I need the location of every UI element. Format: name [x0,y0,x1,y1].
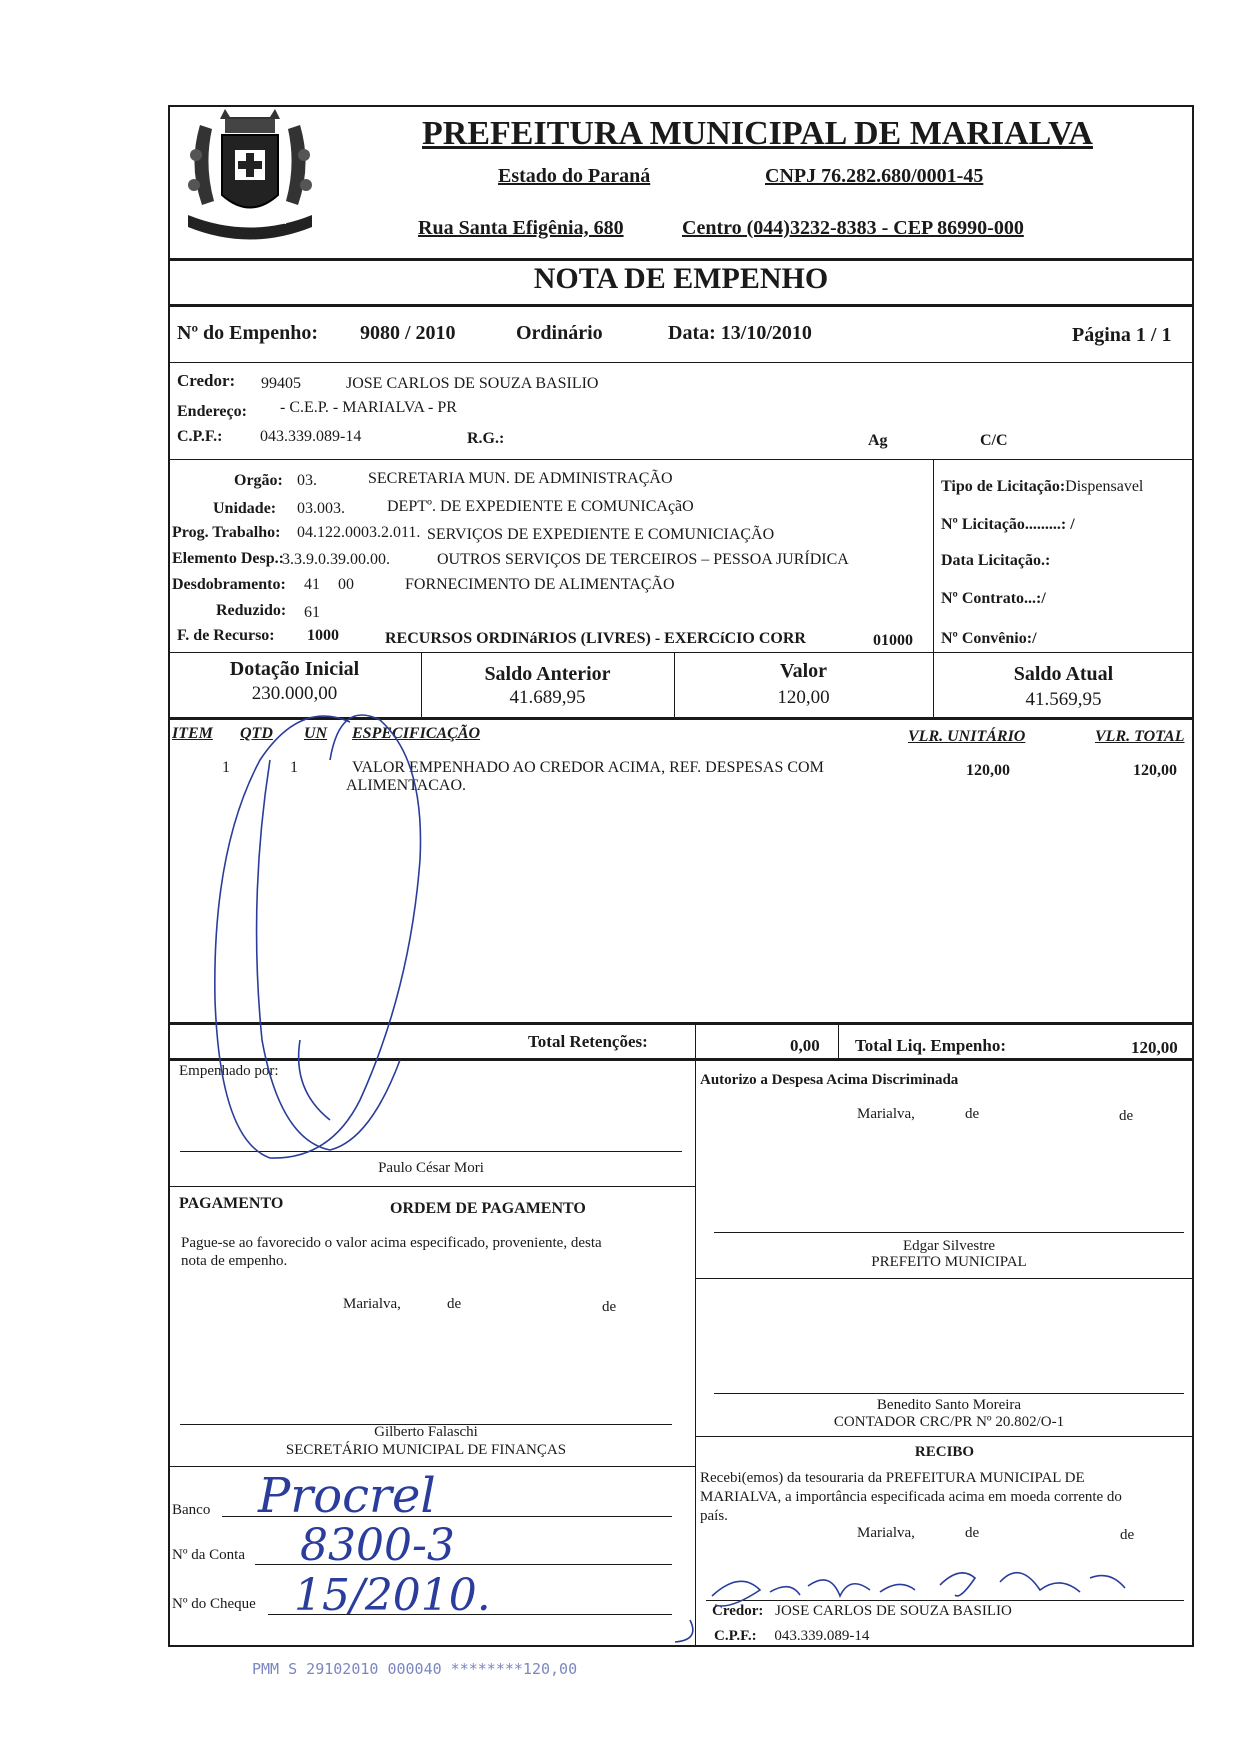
item-qtd: 1 [290,759,298,776]
col-header-vlr-total: VLR. TOTAL [1095,728,1185,745]
liquido-value: 120,00 [1131,1038,1178,1057]
empenho-number: 9080 / 2010 [360,322,456,344]
state-name: Estado do Paraná [498,165,651,187]
recibo-text-line1: Recebi(emos) da tesouraria da PREFEITURA MUNICIPAL DE [700,1470,1085,1486]
cpf-label: C.P.F.: [177,428,223,445]
desdobramento-name: FORNECIMENTO DE ALIMENTAÇÃO [405,576,675,593]
tipo-licitacao-label: Tipo de Licitação: [941,478,1066,495]
recibo-de2: de [1120,1527,1135,1543]
rg-label: R.G.: [467,430,505,447]
cnpj: CNPJ 76.282.680/0001-45 [765,165,984,187]
page-number: Página 1 / 1 [1072,324,1172,346]
prefeito-name: Edgar Silvestre [902,1238,996,1254]
recibo-place: Marialva, [857,1525,915,1541]
ag-label: Ag [868,432,888,449]
numero-convenio: Nº Convênio:/ [941,630,1037,647]
seal-banner-text: MARIALVA [230,215,287,227]
col-header-qtd: QTD [240,725,273,742]
secretario-role: SECRETÁRIO MUNICIPAL DE FINANÇAS [285,1442,567,1458]
recibo-text-line3: país. [700,1508,728,1524]
empenho-label: Nº do Empenho: [177,322,319,344]
valor-label: Valor [779,660,828,682]
recibo-credor-name: JOSE CARLOS DE SOUZA BASILIO [775,1603,1012,1619]
cheque-handwritten: 15/2010. [294,1570,491,1621]
document-title: NOTA DE EMPENHO [533,262,829,295]
credor-label: Credor: [177,371,236,390]
desdobramento-code: 41 [304,576,320,593]
col-header-item: ITEM [172,725,213,742]
recibo-text-line2: MARIALVA, a importância especificada acima em moeda corrente do [700,1489,1122,1505]
orgao-code: 03. [297,472,317,489]
orgao-name: SECRETARIA MUN. DE ADMINISTRAÇÃO [368,470,673,487]
dotacao-label: Dotação Inicial [229,658,360,680]
data-licitacao: Data Licitação.: [941,552,1051,569]
prog-label: Prog. Trabalho: [172,524,281,541]
liquido-label: Total Liq. Empenho: [855,1036,1006,1055]
item-vlr-unitario: 120,00 [966,762,1010,779]
retencoes-value: 0,00 [790,1036,820,1055]
col-header-especificacao: ESPECIFICAÇÃO [352,725,481,742]
recibo-cpf-label: C.P.F.: [714,1628,757,1644]
pagamento-text-line1: Pague-se ao favorecido o valor acima especificado, proveniente, desta [181,1235,602,1251]
desdobramento-subcode: 00 [338,576,354,593]
saldo-anterior-label: Saldo Anterior [484,663,611,685]
contador-name: Benedito Santo Moreira [876,1397,1022,1413]
banco-handwritten: Procrel [258,1468,436,1524]
saldo-atual-value: 41.569,95 [1025,689,1102,710]
autorizo-place: Marialva, [857,1106,915,1122]
org-name: PREFEITURA MUNICIPAL DE MARIALVA [422,115,1093,152]
orgao-label: Orgão: [234,472,283,489]
unidade-code: 03.003. [297,500,345,517]
cc-label: C/C [980,432,1008,449]
pagamento-text-line2: nota de empenho. [181,1253,288,1269]
elemento-name: OUTROS SERVIÇOS DE TERCEIROS – PESSOA JURÍDICA [437,551,849,568]
empenhado-label: Empenhado por: [179,1063,279,1079]
pagamento-de2: de [602,1299,617,1315]
pagamento-de1: de [447,1296,462,1312]
cheque-label: Nº do Cheque [172,1596,256,1612]
recurso-number: 01000 [873,632,913,649]
endereco-label: Endereço: [177,403,247,420]
col-header-un: UN [304,725,328,742]
item-vlr-total: 120,00 [1133,762,1177,779]
unidade-name: DEPTº. DE EXPEDIENTE E COMUNICAçãO [387,498,694,515]
item-number: 1 [222,759,230,776]
col-header-vlr-unitario: VLR. UNITÁRIO [908,728,1026,745]
autorizo-title: Autorizo a Despesa Acima Discriminada [700,1072,959,1088]
saldo-anterior-value: 41.689,95 [509,687,586,708]
desdobramento-label: Desdobramento: [172,576,286,593]
address-contact: Centro (044)3232-8383 - CEP 86990-000 [682,217,1024,239]
prog-name: SERVIÇOS DE EXPEDIENTE E COMUNICIAÇÃO [427,526,775,543]
credor-name: JOSE CARLOS DE SOUZA BASILIO [346,375,599,392]
item-especificacao-line2: ALIMENTACAO. [346,777,467,794]
retencoes-label: Total Retenções: [528,1032,648,1051]
tipo-licitacao-value: Dispensavel [1065,478,1144,495]
numero-contrato: Nº Contrato...:/ [941,590,1046,607]
elemento-label: Elemento Desp.: [172,550,284,567]
ordem-pagamento-label: ORDEM DE PAGAMENTO [390,1200,586,1217]
prog-code: 04.122.0003.2.011. [297,524,421,541]
numero-licitacao: Nº Licitação.........: / [941,516,1075,533]
endereco-value: - C.E.P. - MARIALVA - PR [280,399,457,416]
recurso-code: 1000 [307,627,339,644]
dotacao-value: 230.000,00 [251,683,338,704]
valor-value: 120,00 [777,687,830,708]
recibo-de1: de [965,1525,980,1541]
conta-handwritten: 8300-3 [300,1520,455,1571]
contador-role: CONTADOR CRC/PR Nº 20.802/O-1 [833,1414,1065,1430]
recurso-label: F. de Recurso: [177,627,275,644]
empenho-date: Data: 13/10/2010 [668,322,812,344]
footer-stamp: PMM S 29102010 000040 ********120,00 [252,1660,578,1678]
recibo-cpf-value: 043.339.089-14 [774,1628,870,1644]
unidade-label: Unidade: [213,500,277,517]
item-especificacao-line1: VALOR EMPENHADO AO CREDOR ACIMA, REF. DESPESAS COM [352,759,824,776]
banco-label: Banco [172,1502,211,1518]
prefeito-role: PREFEITO MUNICIPAL [871,1254,1027,1270]
reduzido-label: Reduzido: [216,602,287,619]
elemento-code: 3.3.9.0.39.00.00. [282,551,390,568]
secretario-name: Gilberto Falaschi [374,1424,478,1440]
empenho-type: Ordinário [516,322,603,344]
autorizo-de1: de [965,1106,980,1122]
street-address: Rua Santa Efigênia, 680 [418,217,624,239]
autorizo-de2: de [1119,1108,1134,1124]
recurso-name: RECURSOS ORDINáRIOS (LIVRES) - EXERCíCIO CORR [385,630,806,647]
recibo-title: RECIBO [914,1444,975,1460]
cpf-value: 043.339.089-14 [260,428,362,445]
pagamento-label: PAGAMENTO [179,1195,284,1212]
credor-code: 99405 [261,375,301,392]
conta-label: Nº da Conta [172,1547,245,1563]
recibo-credor-label: Credor: [712,1603,764,1619]
empenhado-signer: Paulo César Mori [378,1160,484,1176]
pagamento-place: Marialva, [343,1296,401,1312]
saldo-atual-label: Saldo Atual [1013,663,1114,685]
reduzido-value: 61 [304,604,320,621]
